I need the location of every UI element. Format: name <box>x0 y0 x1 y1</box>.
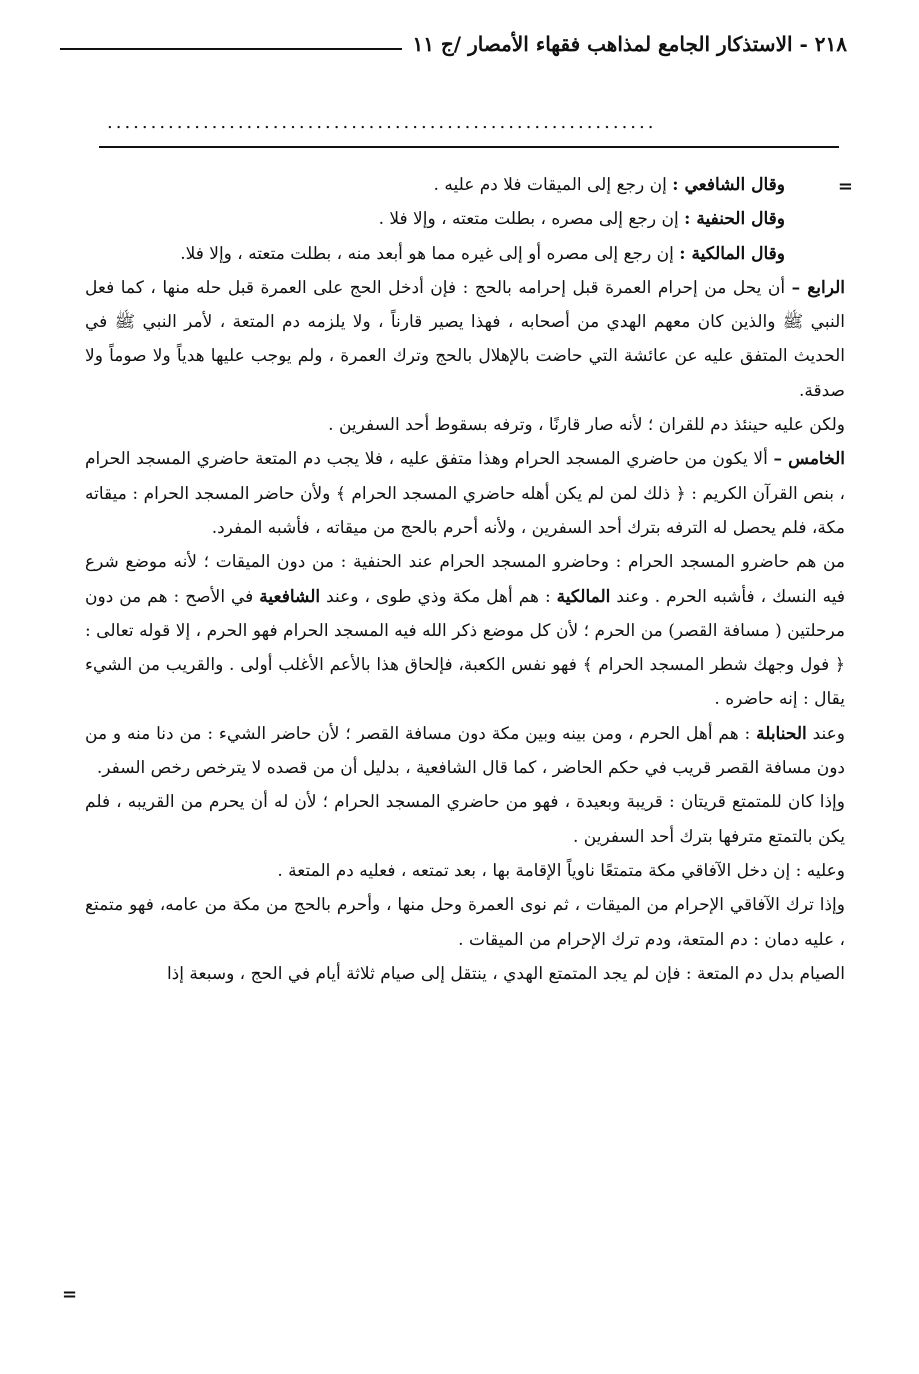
paragraph-text: وعند <box>806 723 845 744</box>
paragraph-text: الصيام بدل دم المتعة : فإن لم يجد المتمتع الهدي ، ينتقل إلى صيام ثلاثة أيام في الحج ، وسبعة إذا <box>166 963 845 984</box>
paragraph-maliki <box>85 237 845 271</box>
paragraph-afaqi-miqat <box>85 888 845 957</box>
paragraph-text: ألا يكون من حاضري المسجد الحرام وهذا متفق عليه ، فلا يجب دم المتعة حاضري المسجد الحرام ، بنص القرآن الكريم : ﴿ ذلك لمن لم يكن أهله حاضري المسجد الحرام ﴾ ولأن حاضر المسجد الحرام : ميقاته مكة، فلم يحصل له الترفه بترك أحد السفرين ، ولأنه أحرم بالحج من ميقاته ، فأشبه المفرد. <box>85 449 845 538</box>
dotted-separator: ............................................................... <box>107 112 657 133</box>
paragraph-shafii <box>85 168 845 202</box>
paragraph-two-villages <box>85 785 845 854</box>
section-rule <box>99 146 839 148</box>
paragraph-hanbali <box>85 717 845 786</box>
paragraph-text: ولكن عليه حينئذ دم للقران ؛ لأنه صار قارنًا ، وترفه بسقوط أحد السفرين . <box>328 415 845 436</box>
page-body <box>85 168 845 991</box>
paragraph-text: وإذا ترك الآفاقي الإحرام من الميقات ، ثم نوى العمرة وحل منها ، وأحرم بالحج من مكة من عامه، فهو متمتع ، عليه دمان : دم المتعة، ودم ترك الإحرام من الميقات . <box>85 895 845 950</box>
paragraph-qiran <box>85 408 845 442</box>
condition-label: الخامس – <box>773 449 845 470</box>
paragraph-text: : هم أهل الحرم ، ومن بينه وبين مكة دون مسافة القصر ؛ لأن حاضر الشيء : من دنا منه و من دون مسافة القصر قريب في حكم الحاضر ، كما قال الشافعية ، بدليل أن من قصده لا يترخص رخص السفر. <box>85 723 845 779</box>
paragraph-fourth-condition <box>85 271 845 408</box>
page-header <box>60 32 847 56</box>
madhhab-label: وقال الشافعي : <box>672 175 785 195</box>
madhhab-label: وقال الحنفية : <box>684 209 785 230</box>
madhhab-label: المالكية <box>556 586 611 607</box>
paragraph-text: أن يحل من إحرام العمرة قبل إحرامه بالحج : فإن أدخل الحج على العمرة قبل حله منها ، كما فعل النبي ﷺ والذين كان معهم الهدي من أصحابه ، فهذا يصير قارناً ، ولا يلزمه دم المتعة ، لأمر النبي ﷺ في الحديث المتفق عليه عن عائشة التي حاضت بالإهلال بالحج وترك العمرة ، ولم يوجب عليها هدياً ولا صوماً ولا صدقة. <box>85 277 845 401</box>
paragraph-afaqi-entering <box>85 854 845 888</box>
madhhab-label: وقال المالكية : <box>679 243 785 264</box>
madhhab-label: الشافعية <box>259 586 321 607</box>
header-rule <box>60 48 402 50</box>
running-title: ٢١٨ - الاستذكار الجامع لمذاهب فقهاء الأمصار /ج ١١ <box>412 32 847 56</box>
paragraph-text: في الأصح : هم من دون مرحلتين ( مسافة القصر) من الحرم ؛ لأن كل موضع ذكر الله فيه المسجد الحرام فهو الحرم ، إلا قوله تعالى : ﴿ فول وجهك شطر المسجد الحرام ﴾ فهو نفس الكعبة، فإلحاق هذا بالأعم الأغلب أولى . والقريب من الشيء يقال : إنه حاضره . <box>85 586 845 710</box>
paragraph-fifth-condition <box>85 442 845 545</box>
condition-label: الرابع – <box>791 277 845 298</box>
paragraph-hanafi <box>85 202 845 236</box>
paragraph-who-are-residents <box>85 545 845 716</box>
paragraph-text: وإذا كان للمتمتع قريتان : قريبة وبعيدة ، فهو من حاضري المسجد الحرام ؛ لأن له أن يحرم من القريبه ، فلم يكن بالتمتع مترفها بترك أحد السفرين . <box>85 792 845 847</box>
paragraph-text: من هم حاضرو المسجد الحرام : وحاضرو المسجد الحرام عند الحنفية : من دون الميقات ؛ لأنه موضع شرع فيه النسك ، فأشبه الحرم . وعند <box>85 552 845 607</box>
continuation-mark-start: = <box>837 176 853 197</box>
paragraph-text: إن رجع إلى الميقات فلا دم عليه . <box>433 175 673 195</box>
paragraph-text: إن رجع إلى مصره ، بطلت متعته ، وإلا فلا . <box>378 209 685 230</box>
paragraph-fasting-substitute <box>85 957 845 991</box>
paragraph-text: : هم أهل مكة وذي طوى ، وعند <box>320 586 557 607</box>
paragraph-text: وعليه : إن دخل الآفاقي مكة متمتعًا ناوياً الإقامة بها ، بعد تمتعه ، فعليه دم المتعة . <box>277 860 845 881</box>
continuation-mark-end: = <box>62 1284 78 1305</box>
paragraph-text: إن رجع إلى مصره أو إلى غيره مما هو أبعد منه ، بطلت متعته ، وإلا فلا. <box>180 243 680 264</box>
madhhab-label: الحنابلة <box>756 723 807 744</box>
